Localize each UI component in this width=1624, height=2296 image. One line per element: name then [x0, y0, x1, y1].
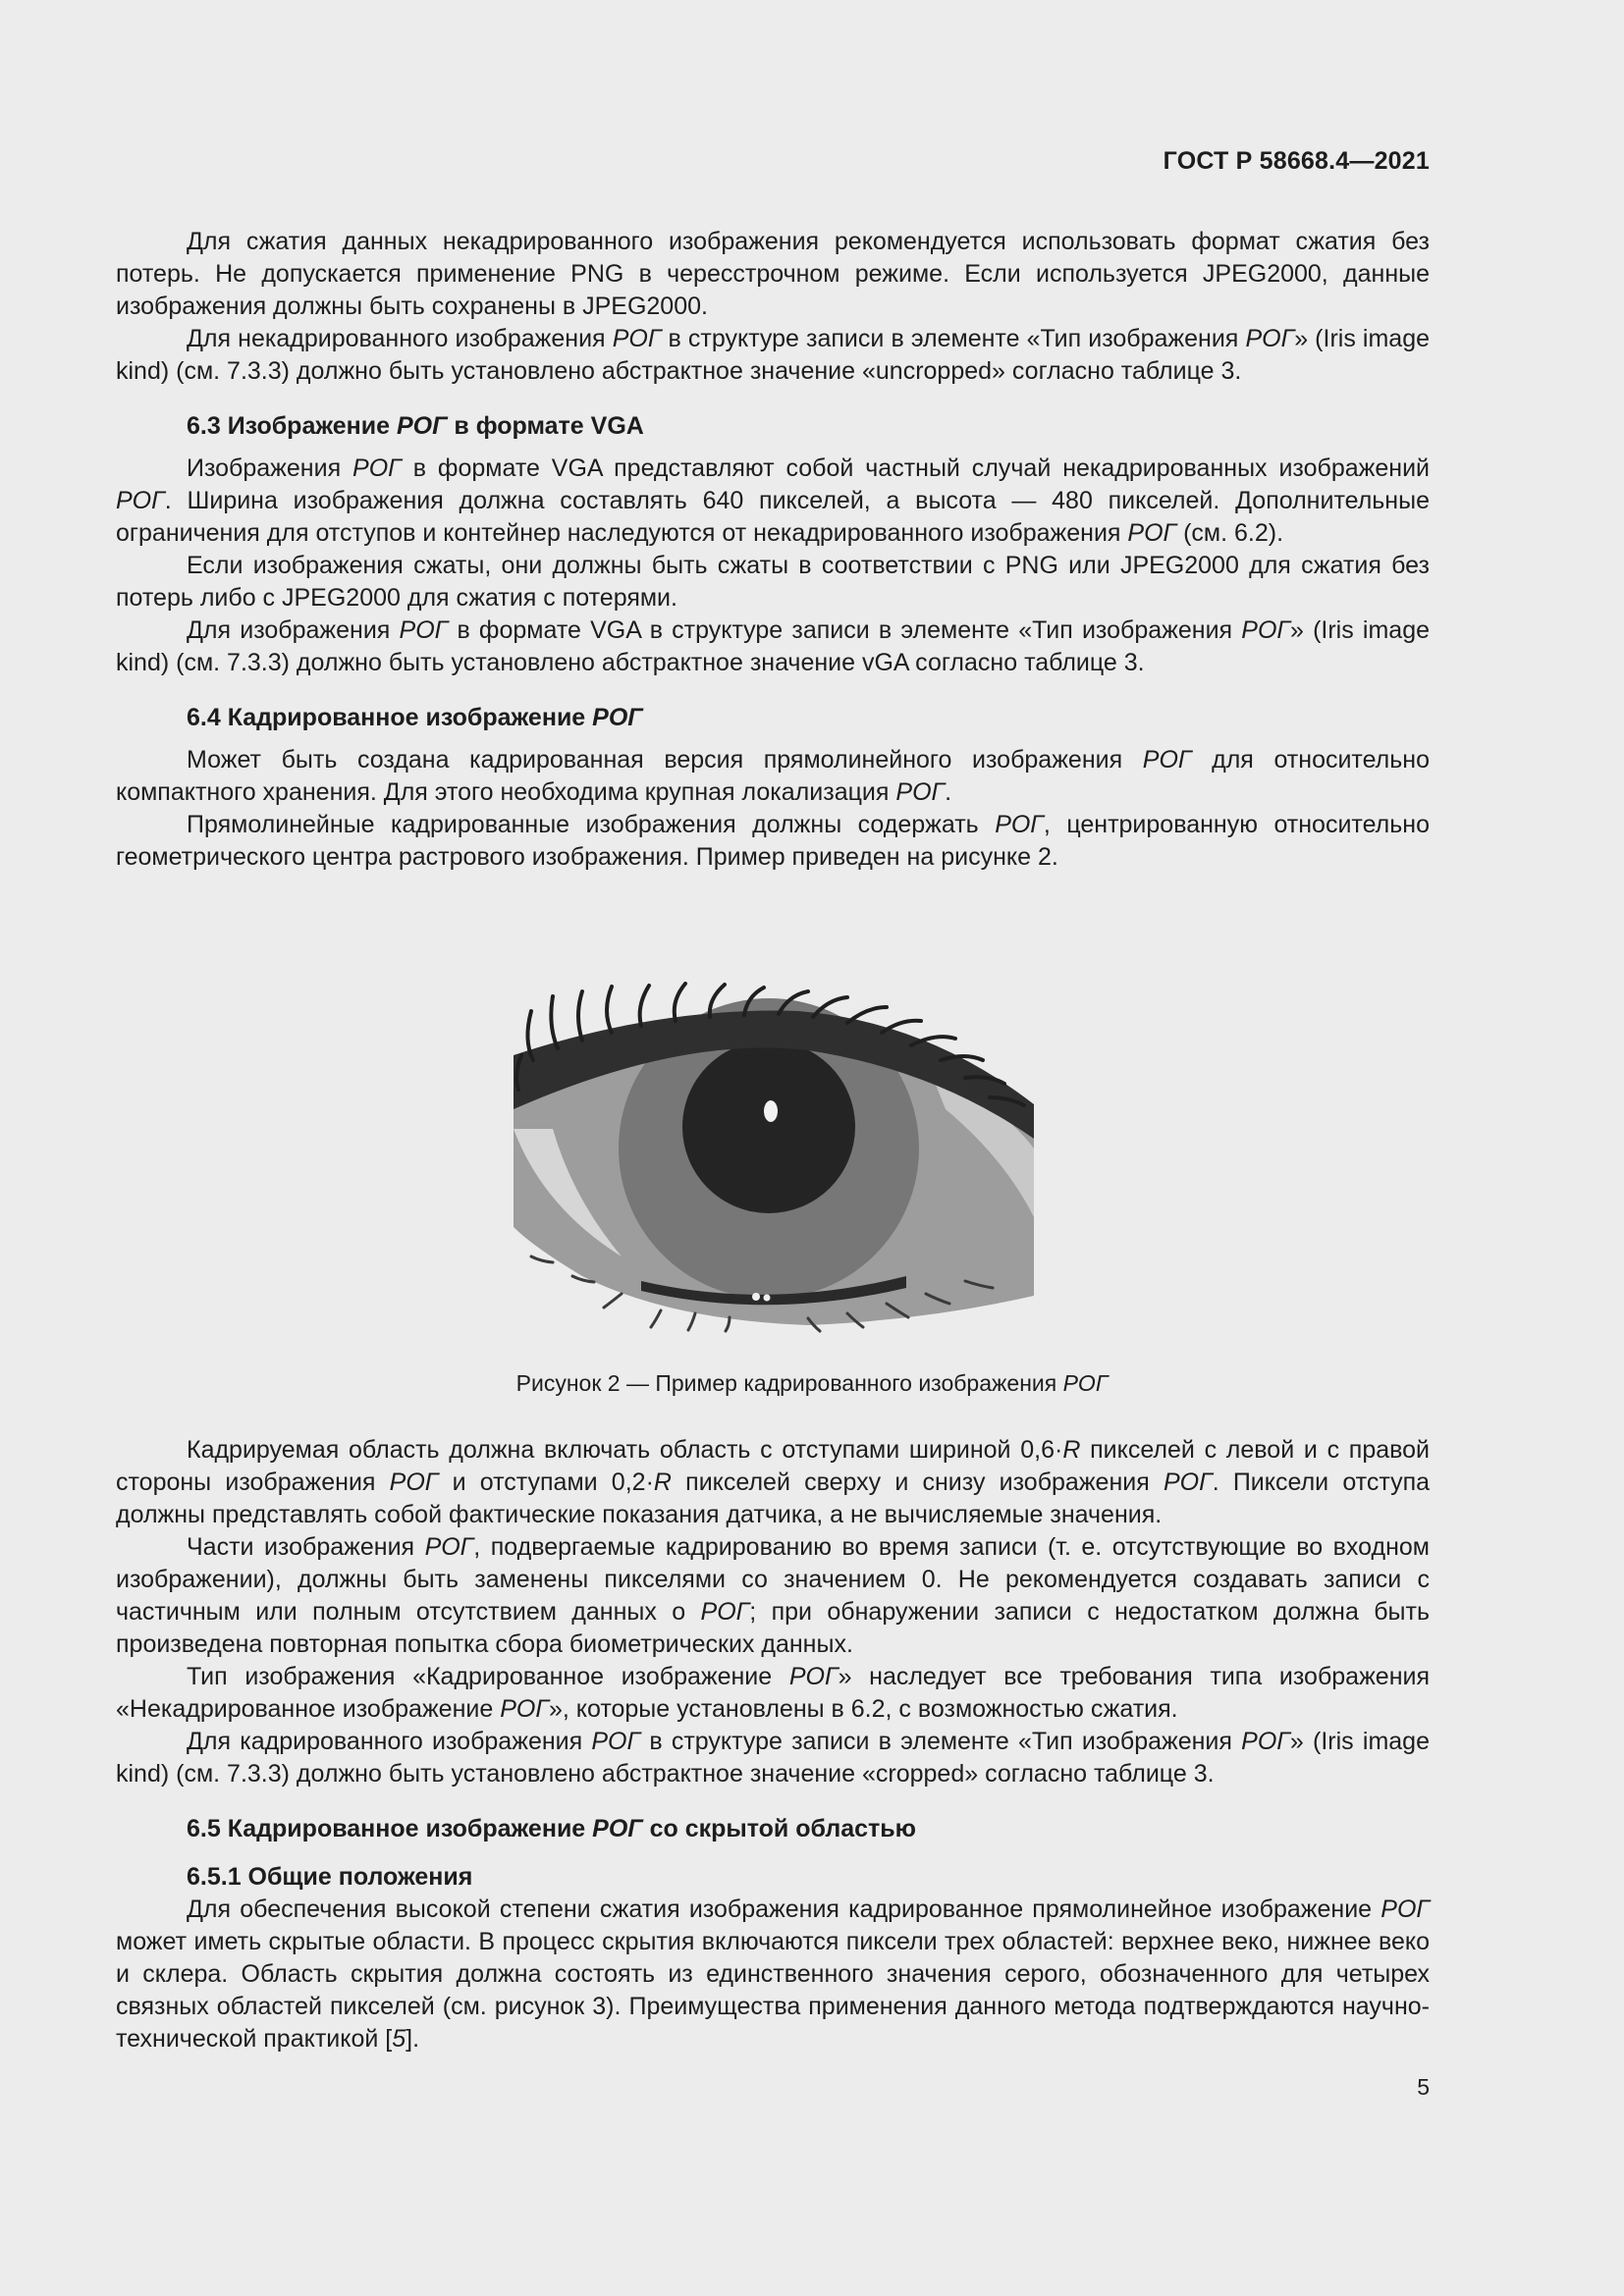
- figure-eye-image: [514, 982, 1034, 1333]
- eye-image: [514, 982, 1034, 1333]
- paragraph: Может быть создана кадрированная версия прямолинейного изображения РОГ для относительно компактного хранения. Для этого необходима крупная локализация РОГ.: [116, 746, 1430, 806]
- paragraph: Прямолинейные кадрированные изображения должны содержать РОГ, центрированную относительно геометрического центра растрового изображения. Пример приведен на рисунке 2.: [116, 811, 1430, 871]
- paragraph: Для изображения РОГ в формате VGA в структуре записи в элементе «Тип изображения РОГ» (Iris image kind) (см. 7.3.3) должно быть установлено абстрактное значение vGA согласно таблице 3.: [116, 616, 1431, 676]
- paragraph: Части изображения РОГ, подвергаемые кадрированию во время записи (т. е. отсутствующие во входном изображении), должны быть заменены пикселями со значением 0. Не рекомендуется создавать записи с частичным или полным отсутствием данных о РОГ; при обнаружении записи с недостатком должна быть произведена повторная попытка сбора биометрических данных.: [116, 1533, 1430, 1658]
- paragraph: Тип изображения «Кадрированное изображение РОГ» наследует все требования типа изображения «Некадрированное изображение РОГ», которые установлены в 6.2, с возможностью сжатия.: [116, 1663, 1431, 1723]
- page-number: 5: [1417, 2074, 1430, 2100]
- paragraph: Если изображения сжаты, они должны быть сжаты в соответствии с PNG или JPEG2000 для сжатия без потерь либо с JPEG2000 для сжатия с потерями.: [116, 552, 1430, 612]
- paragraph: Кадрируемая область должна включать область с отступами шириной 0,6·R пикселей с левой и с правой стороны изображения РОГ и отступами 0,2·R пикселей сверху и снизу изображения РОГ. Пиксели отступа должны представлять собой фактические показания датчика, а не вычисляемые значения.: [116, 1436, 1431, 1528]
- standard-header: ГОСТ Р 58668.4—2021: [1163, 147, 1430, 175]
- section-heading: 6.4 Кадрированное изображение РОГ: [187, 704, 643, 731]
- paragraph: Для некадрированного изображения РОГ в структуре записи в элементе «Тип изображения РОГ» (Iris image kind) (см. 7.3.3) должно быть установлено абстрактное значение «uncropped» согласно таблице 3.: [116, 325, 1431, 385]
- subsection-heading: 6.5.1 Общие положения: [187, 1863, 473, 1891]
- section-heading: 6.3 Изображение РОГ в формате VGA: [187, 412, 644, 440]
- paragraph: Для кадрированного изображения РОГ в структуре записи в элементе «Тип изображения РОГ» (Iris image kind) (см. 7.3.3) должно быть установлено абстрактное значение «cropped» согласно таблице 3.: [116, 1728, 1430, 1788]
- text-block-top: [116, 226, 1430, 874]
- figure-caption: Рисунок 2 — Пример кадрированного изображения РОГ: [515, 1370, 1109, 1396]
- paragraph: Для сжатия данных некадрированного изображения рекомендуется использовать формат сжатия без потерь. Не допускается применение PNG в чересстрочном режиме. Если используется JPEG2000, данные изображения должны быть сохранены в JPEG2000.: [116, 228, 1430, 320]
- paragraph: Изображения РОГ в формате VGA представляют собой частный случай некадрированных изображений РОГ. Ширина изображения должна составлять 640 пикселей, а высота — 480 пикселей. Дополнительные ограничения для отступов и контейнер наследуются от некадрированного изображения РОГ (см. 6.2).: [116, 454, 1430, 547]
- paragraph: Для обеспечения высокой степени сжатия изображения кадрированное прямолинейное изображение РОГ может иметь скрытые области. В процесс скрытия включаются пиксели трех областей: верхнее веко, нижнее веко и склера. Область скрытия должна состоять из единственного значения серого, обозначенного для четырех связных областей пикселей (см. рисунок 3). Преимущества применения данного метода подтверждаются научно-технической практикой [5].: [116, 1896, 1430, 2053]
- text-block-bottom: [116, 1434, 1430, 2056]
- section-heading: 6.5 Кадрированное изображение РОГ со скрытой областью: [187, 1815, 916, 1842]
